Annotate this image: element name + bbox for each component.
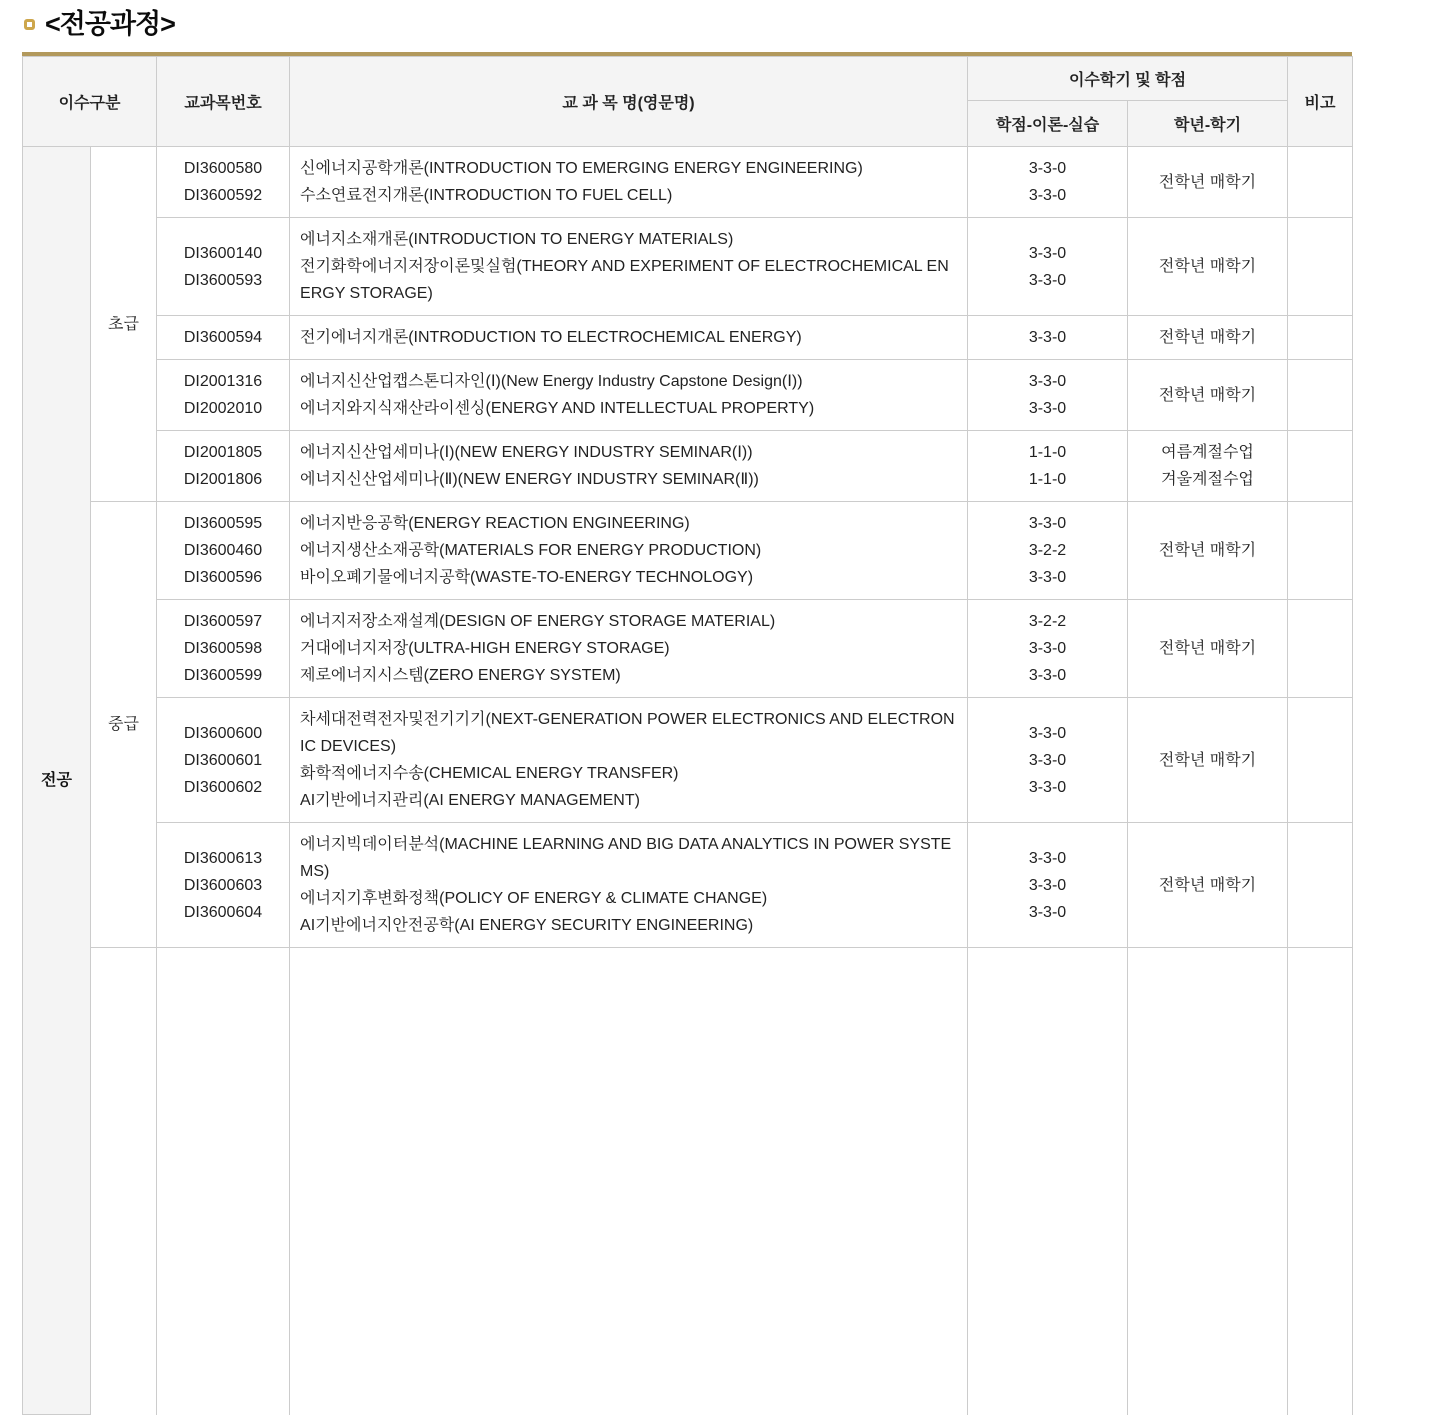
credits-cell-line: 3-3-0: [1028, 271, 1067, 289]
course-code-cell-line: DI3600603: [183, 876, 263, 894]
year-semester-cell: [1128, 698, 1288, 823]
course-code-cell: [157, 698, 290, 823]
course-code-cell: [157, 360, 290, 431]
credits-cell-line: 3-3-0: [1028, 244, 1067, 262]
year-semester-cell-line: 여름계절수업: [1161, 444, 1254, 461]
year-semester-cell-line: 전학년 매학기: [1158, 640, 1257, 657]
year-semester-cell: [1128, 948, 1288, 1415]
note-cell: [1288, 316, 1353, 360]
year-semester-cell-line: 전학년 매학기: [1158, 173, 1257, 191]
level-cell: [91, 147, 157, 502]
curriculum-table-wrap: [22, 52, 1352, 1415]
note-cell: [1288, 600, 1353, 698]
header-category: 이수구분: [23, 57, 157, 147]
year-semester-cell-line: 겨울계절수업: [1161, 471, 1254, 488]
course-code-cell-line: DI3600592: [183, 187, 263, 204]
course-name-cell: [290, 360, 968, 431]
table-row-clipped: [23, 948, 1353, 1415]
note-cell: [1288, 823, 1353, 948]
credits-cell-line: 3-3-0: [1028, 160, 1067, 177]
course-name-cell-line: 에너지소재개론(INTRODUCTION TO ENERGY MATERIALS): [300, 231, 734, 248]
course-name-cell-line: 신에너지공학개론(INTRODUCTION TO EMERGING ENERGY ENGINEERING): [300, 160, 863, 177]
course-name-cell-line: 에너지생산소재공학(MATERIALS FOR ENERGY PRODUCTION): [300, 542, 762, 559]
course-code-cell-line: DI3600593: [183, 271, 263, 289]
table-row: [23, 147, 1353, 218]
credits-cell-line: 3-3-0: [1028, 569, 1067, 586]
note-cell: [1288, 502, 1353, 600]
curriculum-table: [22, 56, 1353, 1415]
course-code-cell-line: DI3600596: [183, 569, 263, 586]
header-credits: 학점-이론-실습: [968, 101, 1128, 147]
course-code-cell: [157, 600, 290, 698]
credits-cell-line: 3-3-0: [1028, 751, 1067, 769]
course-name-cell: [290, 218, 968, 316]
course-code-cell-line: DI2002010: [183, 400, 263, 417]
course-name-cell-line: 에너지저장소재설계(DESIGN OF ENERGY STORAGE MATERIAL): [300, 613, 776, 630]
credits-cell-line: 3-3-0: [1028, 667, 1067, 684]
year-semester-cell: [1128, 502, 1288, 600]
course-code-cell-line: DI3600580: [183, 160, 263, 177]
note-cell: [1288, 218, 1353, 316]
credits-cell: [968, 431, 1128, 502]
level-cell: [91, 502, 157, 948]
course-code-cell-line: DI3600595: [183, 515, 263, 532]
header-semester-credits-group: 이수학기 및 학점: [968, 57, 1288, 101]
credits-cell-line: 1-1-0: [1028, 444, 1067, 461]
credits-cell-line: 3-3-0: [1028, 778, 1067, 796]
table-row: [23, 502, 1353, 600]
credits-cell-line: 3-3-0: [1028, 400, 1067, 417]
course-name-cell-line: 차세대전력전자및전기기기(NEXT-GENERATION POWER ELECTRONICS AND ELECTRONIC DEVICES): [300, 711, 955, 755]
credits-cell-line: 3-3-0: [1028, 849, 1067, 867]
course-code-cell-line: DI3600601: [183, 751, 263, 769]
year-semester-cell: [1128, 218, 1288, 316]
course-name-cell-line: 에너지신산업세미나(Ⅱ)(NEW ENERGY INDUSTRY SEMINAR(Ⅱ)): [300, 471, 759, 488]
course-code-cell-line: DI3600598: [183, 640, 263, 657]
header-note: 비고: [1288, 57, 1353, 147]
course-code-cell: [157, 147, 290, 218]
course-code-cell: [157, 948, 290, 1415]
category-cell-line: 전공: [41, 772, 72, 789]
course-code-cell: [157, 823, 290, 948]
course-name-cell-line: 에너지와지식재산라이센싱(ENERGY AND INTELLECTUAL PROPERTY): [300, 400, 815, 417]
square-bullet-icon: [24, 19, 35, 30]
table-row: [23, 316, 1353, 360]
credits-cell-line: 3-3-0: [1028, 515, 1067, 532]
table-row: [23, 600, 1353, 698]
course-name-cell-line: 제로에너지시스템(ZERO ENERGY SYSTEM): [300, 667, 621, 684]
course-code-cell-line: DI2001806: [183, 471, 263, 488]
course-name-cell: [290, 823, 968, 948]
course-name-cell-line: 에너지신산업캡스톤디자인(Ⅰ)(New Energy Industry Capstone Design(Ⅰ)): [300, 373, 803, 390]
course-name-cell: [290, 147, 968, 218]
year-semester-cell: [1128, 431, 1288, 502]
credits-cell-line: 3-3-0: [1028, 640, 1067, 657]
table-row: [23, 360, 1353, 431]
note-cell: [1288, 698, 1353, 823]
level-cell-line: 중급: [108, 716, 139, 733]
course-name-cell-line: 전기화학에너지저장이론및실험(THEORY AND EXPERIMENT OF ELECTROCHEMICAL ENERGY STORAGE): [300, 258, 949, 302]
course-name-cell-line: 에너지반응공학(ENERGY REACTION ENGINEERING): [300, 515, 690, 532]
course-name-cell-line: 에너지빅데이터분석(MACHINE LEARNING AND BIG DATA ANALYTICS IN POWER SYSTEMS): [300, 836, 952, 880]
year-semester-cell-line: 전학년 매학기: [1158, 542, 1257, 559]
credits-cell-line: 3-3-0: [1028, 724, 1067, 742]
credits-cell: [968, 316, 1128, 360]
course-code-cell-line: DI3600599: [183, 667, 263, 684]
course-code-cell-line: DI3600602: [183, 778, 263, 796]
table-row: [23, 431, 1353, 502]
level-cell: [91, 948, 157, 1415]
credits-cell: [968, 147, 1128, 218]
curriculum-table-body: [23, 147, 1353, 1415]
course-name-cell-line: 화학적에너지수송(CHEMICAL ENERGY TRANSFER): [300, 765, 679, 782]
credits-cell: [968, 218, 1128, 316]
course-name-cell-line: 전기에너지개론(INTRODUCTION TO ELECTROCHEMICAL ENERGY): [300, 329, 802, 346]
note-cell: [1288, 147, 1353, 218]
course-name-cell-line: 에너지기후변화정책(POLICY OF ENERGY & CLIMATE CHANGE): [300, 890, 768, 907]
course-code-cell-line: DI3600140: [183, 244, 263, 262]
course-code-cell-line: DI2001316: [183, 373, 263, 390]
course-code-cell: [157, 502, 290, 600]
credits-cell-line: 3-3-0: [1028, 329, 1067, 346]
credits-cell: [968, 698, 1128, 823]
year-semester-cell-line: 전학년 매학기: [1158, 751, 1257, 769]
course-code-cell-line: DI3600597: [183, 613, 263, 630]
header-year-semester: 학년-학기: [1128, 101, 1288, 147]
year-semester-cell-line: 전학년 매학기: [1158, 386, 1257, 404]
course-name-cell-line: AI기반에너지관리(AI ENERGY MANAGEMENT): [300, 792, 640, 809]
credits-cell-line: 3-3-0: [1028, 903, 1067, 921]
note-cell: [1288, 360, 1353, 431]
credits-cell-line: 3-3-0: [1028, 373, 1067, 390]
section-title-row: [24, 9, 1440, 39]
credits-cell: [968, 823, 1128, 948]
note-cell: [1288, 431, 1353, 502]
category-cell: [23, 147, 91, 1415]
table-row: [23, 698, 1353, 823]
header-course-name: 교 과 목 명(영문명): [290, 57, 968, 147]
course-code-cell-line: DI3600613: [183, 849, 263, 867]
year-semester-cell: [1128, 360, 1288, 431]
course-name-cell: [290, 698, 968, 823]
course-name-cell-line: 바이오폐기물에너지공학(WASTE-TO-ENERGY TECHNOLOGY): [300, 569, 754, 586]
table-row: [23, 218, 1353, 316]
credits-cell-line: 3-3-0: [1028, 187, 1067, 204]
year-semester-cell-line: 전학년 매학기: [1158, 876, 1257, 894]
course-name-cell: [290, 502, 968, 600]
year-semester-cell: [1128, 147, 1288, 218]
level-cell-line: 초급: [108, 315, 139, 333]
credits-cell: [968, 360, 1128, 431]
credits-cell-line: 3-2-2: [1028, 613, 1067, 630]
course-name-cell-line: 거대에너지저장(ULTRA-HIGH ENERGY STORAGE): [300, 640, 670, 657]
course-code-cell-line: DI3600600: [183, 724, 263, 742]
course-code-cell-line: DI3600460: [183, 542, 263, 559]
header-course-no: 교과목번호: [157, 57, 290, 147]
course-code-cell-line: DI3600604: [183, 903, 263, 921]
course-code-cell: [157, 316, 290, 360]
credits-cell-line: 1-1-0: [1028, 471, 1067, 488]
page-title: <전공과정>: [45, 9, 175, 39]
course-name-cell: [290, 948, 968, 1415]
course-name-cell: [290, 600, 968, 698]
course-code-cell-line: DI2001805: [183, 444, 263, 461]
year-semester-cell-line: 전학년 매학기: [1158, 258, 1257, 275]
year-semester-cell: [1128, 823, 1288, 948]
note-cell: [1288, 948, 1353, 1415]
course-name-cell-line: AI기반에너지안전공학(AI ENERGY SECURITY ENGINEERING): [300, 917, 754, 934]
course-name-cell: [290, 431, 968, 502]
course-code-cell: [157, 218, 290, 316]
course-code-cell-line: DI3600594: [183, 329, 263, 346]
credits-cell-line: 3-3-0: [1028, 876, 1067, 894]
credits-cell: [968, 948, 1128, 1415]
credits-cell-line: 3-2-2: [1028, 542, 1067, 559]
course-name-cell: [290, 316, 968, 360]
table-row: [23, 823, 1353, 948]
credits-cell: [968, 502, 1128, 600]
year-semester-cell: [1128, 600, 1288, 698]
year-semester-cell: [1128, 316, 1288, 360]
course-name-cell-line: 에너지신산업세미나(Ⅰ)(NEW ENERGY INDUSTRY SEMINAR(Ⅰ)): [300, 444, 753, 461]
credits-cell: [968, 600, 1128, 698]
course-name-cell-line: 수소연료전지개론(INTRODUCTION TO FUEL CELL): [300, 187, 673, 204]
course-code-cell: [157, 431, 290, 502]
year-semester-cell-line: 전학년 매학기: [1158, 329, 1257, 346]
